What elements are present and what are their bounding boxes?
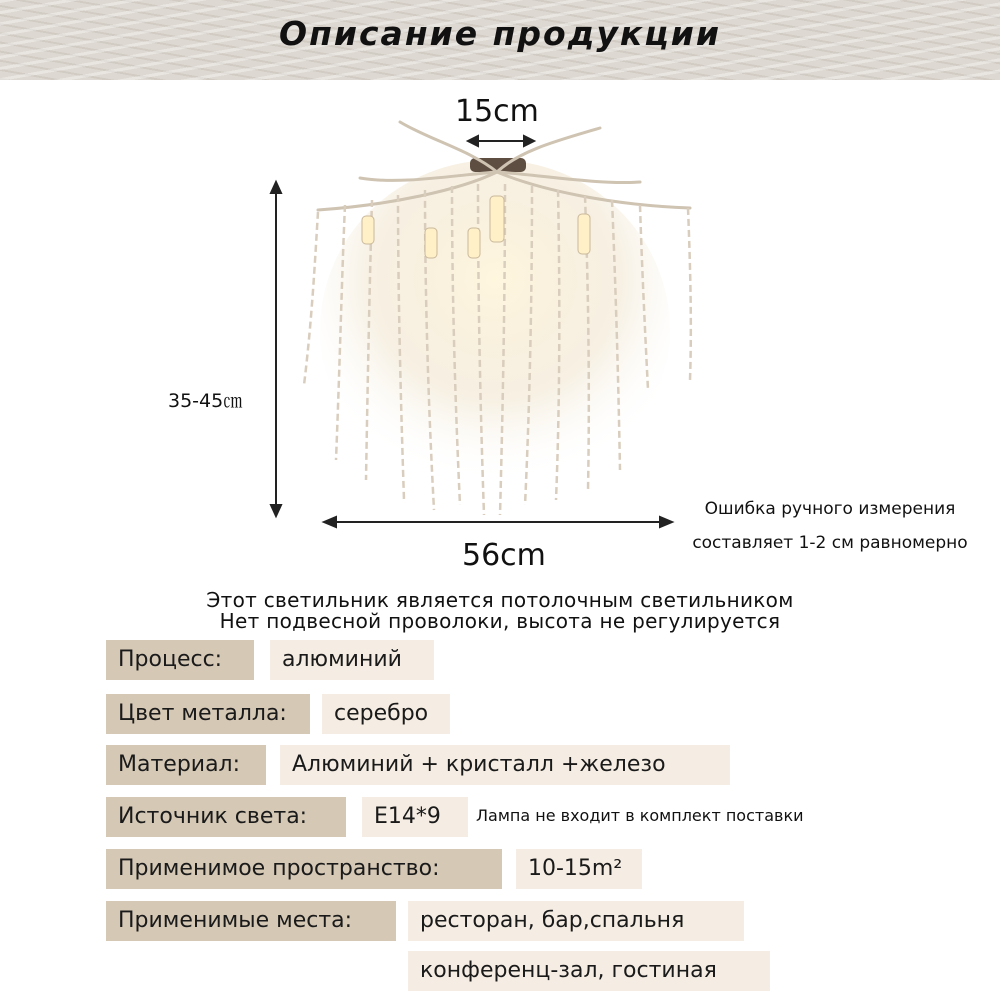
material-label: Материал:	[106, 745, 266, 785]
applicable-places-value-1: ресторан, бар,спальня	[408, 901, 744, 941]
process-label: Процесс:	[106, 640, 254, 680]
top-width-label: 15cm	[455, 94, 539, 129]
light-source-note: Лампа не входит в комплект поставки	[476, 806, 804, 825]
height-label: 35-45㎝	[168, 390, 243, 412]
light-source-value: E14*9	[362, 797, 468, 837]
measurement-note-line2: составляет 1-2 см равномерно	[692, 533, 968, 553]
metal-color-label: Цвет металла:	[106, 694, 310, 734]
applicable-space-value: 10-15m²	[516, 849, 642, 889]
process-value: алюминий	[270, 640, 434, 680]
applicable-space-label: Применимое пространство:	[106, 849, 502, 889]
width-label: 56cm	[462, 538, 546, 573]
page-title: Описание продукции	[279, 14, 721, 53]
applicable-places-value-2: конференц-зал, гостиная	[408, 951, 770, 991]
measurement-note-line1: Ошибка ручного измерения	[704, 499, 956, 519]
metal-color-value: серебро	[322, 694, 450, 734]
description-line1: Этот светильник является потолочным светильником	[206, 588, 794, 612]
product-description	[0, 590, 1000, 632]
description-line2: Нет подвесной проволоки, высота не регулируется	[219, 609, 781, 633]
measurement-note	[668, 492, 992, 560]
material-value: Алюминий + кристалл +железо	[280, 745, 730, 785]
light-source-label: Источник света:	[106, 797, 346, 837]
applicable-places-label: Применимые места:	[106, 901, 396, 941]
